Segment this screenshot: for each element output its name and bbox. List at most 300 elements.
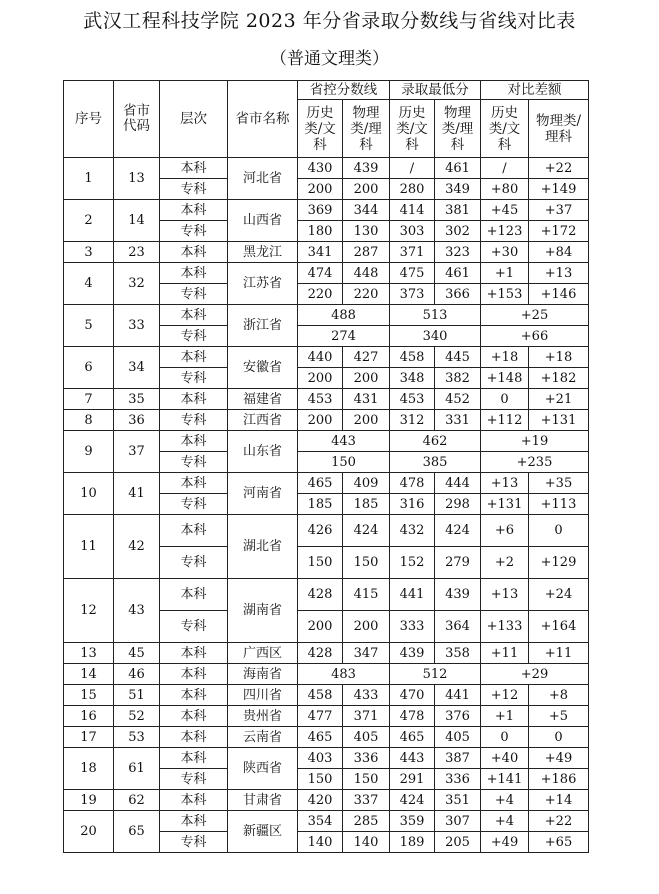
- row-code: 62: [114, 790, 160, 811]
- row-code: 41: [114, 473, 160, 515]
- row-control-physics: 415: [343, 579, 390, 611]
- row-seq: 1: [64, 158, 114, 200]
- row-code: 42: [114, 515, 160, 579]
- row-province: 贵州省: [228, 706, 298, 727]
- row-diff-physics: 0: [529, 515, 589, 547]
- row-seq: 17: [64, 727, 114, 748]
- row-control-physics: 347: [343, 643, 390, 664]
- row-admit-history: 470: [390, 685, 435, 706]
- row-code: 51: [114, 685, 160, 706]
- row-diff-history: +141: [481, 769, 529, 790]
- row-diff-physics: +11: [529, 643, 589, 664]
- row-seq: 8: [64, 410, 114, 431]
- row-diff-history: +4: [481, 811, 529, 832]
- table-row: [64, 389, 589, 410]
- header-seq: 序号: [64, 81, 114, 158]
- row-admit-physics: 366: [435, 284, 481, 305]
- row-control-history: 200: [298, 368, 343, 389]
- row-code: 33: [114, 305, 160, 347]
- row-code: 37: [114, 431, 160, 473]
- table-row: [64, 727, 589, 748]
- row-diff-physics: +21: [529, 389, 589, 410]
- row-control-physics: 200: [343, 410, 390, 431]
- table-row: [64, 515, 589, 547]
- row-control-merged: 483: [298, 664, 390, 685]
- row-diff-physics: +186: [529, 769, 589, 790]
- row-control-history: 180: [298, 221, 343, 242]
- row-province: 陕西省: [228, 748, 298, 790]
- table-row: [64, 790, 589, 811]
- table-header: [64, 81, 589, 158]
- row-admit-physics: 444: [435, 473, 481, 494]
- page-title: 武汉工程科技学院 2023 年分省录取分数线与省线对比表: [83, 10, 576, 32]
- row-level: 本科: [160, 389, 228, 410]
- row-control-history: 465: [298, 473, 343, 494]
- row-seq: 5: [64, 305, 114, 347]
- row-control-history: 420: [298, 790, 343, 811]
- row-province: 湖北省: [228, 515, 298, 579]
- row-seq: 2: [64, 200, 114, 242]
- row-control-merged: 150: [298, 452, 390, 473]
- row-control-history: 465: [298, 727, 343, 748]
- row-level: 专科: [160, 410, 228, 431]
- row-diff-history: +45: [481, 200, 529, 221]
- row-province: 江西省: [228, 410, 298, 431]
- row-control-physics: 424: [343, 515, 390, 547]
- table-row: [64, 158, 589, 179]
- row-seq: 13: [64, 643, 114, 664]
- row-control-merged: 274: [298, 326, 390, 347]
- row-seq: 4: [64, 263, 114, 305]
- row-diff-physics: +22: [529, 158, 589, 179]
- header-control-line: 省控分数线: [298, 81, 390, 100]
- row-level: 本科: [160, 727, 228, 748]
- row-diff-history: +1: [481, 706, 529, 727]
- row-diff-physics: +146: [529, 284, 589, 305]
- row-control-physics: 431: [343, 389, 390, 410]
- row-admit-physics: 323: [435, 242, 481, 263]
- row-control-merged: 488: [298, 305, 390, 326]
- row-diff-physics: +14: [529, 790, 589, 811]
- row-diff-physics: +84: [529, 242, 589, 263]
- row-diff-history: +131: [481, 494, 529, 515]
- row-level: 本科: [160, 347, 228, 368]
- row-control-history: 458: [298, 685, 343, 706]
- row-province: 甘肃省: [228, 790, 298, 811]
- row-diff-physics: +35: [529, 473, 589, 494]
- row-control-physics: 433: [343, 685, 390, 706]
- row-control-physics: 287: [343, 242, 390, 263]
- table-row: [64, 431, 589, 452]
- row-diff-history: 0: [481, 727, 529, 748]
- row-control-physics: 140: [343, 832, 390, 853]
- table-row: [64, 473, 589, 494]
- row-diff-history: +12: [481, 685, 529, 706]
- row-control-history: 200: [298, 179, 343, 200]
- row-admit-history: 373: [390, 284, 435, 305]
- row-diff-history: +2: [481, 547, 529, 579]
- row-admit-history: 458: [390, 347, 435, 368]
- row-control-history: 150: [298, 547, 343, 579]
- row-control-physics: 448: [343, 263, 390, 284]
- row-diff-history: +13: [481, 473, 529, 494]
- row-admit-physics: 441: [435, 685, 481, 706]
- row-admit-history: 280: [390, 179, 435, 200]
- row-diff-physics: +113: [529, 494, 589, 515]
- row-control-physics: 371: [343, 706, 390, 727]
- row-diff-merged: +66: [481, 326, 589, 347]
- row-control-physics: 337: [343, 790, 390, 811]
- row-admit-history: 478: [390, 473, 435, 494]
- row-seq: 16: [64, 706, 114, 727]
- row-code: 46: [114, 664, 160, 685]
- row-control-physics: 344: [343, 200, 390, 221]
- row-province: 河北省: [228, 158, 298, 200]
- row-seq: 19: [64, 790, 114, 811]
- row-province: 海南省: [228, 664, 298, 685]
- row-admit-physics: 331: [435, 410, 481, 431]
- row-diff-merged: +29: [481, 664, 589, 685]
- row-diff-physics: +13: [529, 263, 589, 284]
- row-admit-history: 441: [390, 579, 435, 611]
- row-admit-physics: 336: [435, 769, 481, 790]
- row-level: 专科: [160, 494, 228, 515]
- row-province: 云南省: [228, 727, 298, 748]
- row-admit-physics: 358: [435, 643, 481, 664]
- row-seq: 9: [64, 431, 114, 473]
- row-admit-physics: 364: [435, 611, 481, 643]
- row-admit-physics: 302: [435, 221, 481, 242]
- row-admit-physics: 307: [435, 811, 481, 832]
- row-admit-history: 312: [390, 410, 435, 431]
- score-table: [63, 80, 589, 853]
- row-code: 36: [114, 410, 160, 431]
- row-admit-physics: 376: [435, 706, 481, 727]
- row-code: 23: [114, 242, 160, 263]
- row-level: 本科: [160, 431, 228, 452]
- row-diff-history: +11: [481, 643, 529, 664]
- row-admit-physics: 279: [435, 547, 481, 579]
- row-control-history: 220: [298, 284, 343, 305]
- row-admit-physics: 381: [435, 200, 481, 221]
- row-code: 32: [114, 263, 160, 305]
- row-admit-history: /: [390, 158, 435, 179]
- row-admit-history: 453: [390, 389, 435, 410]
- row-level: 本科: [160, 579, 228, 611]
- header-admit-min: 录取最低分: [390, 81, 481, 100]
- row-diff-physics: +172: [529, 221, 589, 242]
- row-seq: 11: [64, 515, 114, 579]
- header-diff-physics: 物理类/理科: [529, 100, 589, 158]
- table-row: [64, 263, 589, 284]
- header-level: 层次: [160, 81, 228, 158]
- table-row: [64, 579, 589, 611]
- row-admit-history: 189: [390, 832, 435, 853]
- header-difference: 对比差额: [481, 81, 589, 100]
- row-province: 浙江省: [228, 305, 298, 347]
- row-diff-history: +1: [481, 263, 529, 284]
- row-diff-history: +148: [481, 368, 529, 389]
- row-level: 本科: [160, 748, 228, 769]
- row-diff-physics: +5: [529, 706, 589, 727]
- row-control-physics: 150: [343, 769, 390, 790]
- row-diff-merged: +25: [481, 305, 589, 326]
- row-level: 专科: [160, 326, 228, 347]
- row-seq: 18: [64, 748, 114, 790]
- table-row: [64, 706, 589, 727]
- header-admit-physics: 物理类/理科: [435, 100, 481, 158]
- row-province: 黑龙江: [228, 242, 298, 263]
- table-row: [64, 200, 589, 221]
- row-control-physics: 200: [343, 179, 390, 200]
- row-level: 专科: [160, 832, 228, 853]
- row-seq: 14: [64, 664, 114, 685]
- row-diff-physics: +8: [529, 685, 589, 706]
- row-control-history: 474: [298, 263, 343, 284]
- row-admit-physics: 461: [435, 263, 481, 284]
- row-seq: 20: [64, 811, 114, 853]
- row-code: 35: [114, 389, 160, 410]
- row-code: 13: [114, 158, 160, 200]
- row-province: 江苏省: [228, 263, 298, 305]
- table-body: [64, 158, 589, 853]
- row-admit-history: 478: [390, 706, 435, 727]
- row-control-physics: 336: [343, 748, 390, 769]
- row-admit-history: 414: [390, 200, 435, 221]
- row-diff-history: +13: [481, 579, 529, 611]
- table-row: [64, 347, 589, 368]
- row-control-physics: 200: [343, 368, 390, 389]
- row-control-physics: 439: [343, 158, 390, 179]
- row-level: 本科: [160, 811, 228, 832]
- row-admit-physics: 205: [435, 832, 481, 853]
- row-seq: 6: [64, 347, 114, 389]
- row-diff-history: +4: [481, 790, 529, 811]
- row-code: 61: [114, 748, 160, 790]
- row-diff-history: +40: [481, 748, 529, 769]
- row-admit-physics: 452: [435, 389, 481, 410]
- row-diff-physics: +24: [529, 579, 589, 611]
- row-level: 本科: [160, 473, 228, 494]
- row-admit-history: 432: [390, 515, 435, 547]
- row-admit-merged: 340: [390, 326, 481, 347]
- row-diff-history: +6: [481, 515, 529, 547]
- row-admit-history: 348: [390, 368, 435, 389]
- row-control-history: 150: [298, 769, 343, 790]
- row-control-physics: 220: [343, 284, 390, 305]
- row-admit-physics: 461: [435, 158, 481, 179]
- row-diff-merged: +19: [481, 431, 589, 452]
- row-admit-history: 443: [390, 748, 435, 769]
- row-level: 专科: [160, 368, 228, 389]
- row-diff-physics: +182: [529, 368, 589, 389]
- row-control-physics: 150: [343, 547, 390, 579]
- row-code: 45: [114, 643, 160, 664]
- row-admit-history: 333: [390, 611, 435, 643]
- row-code: 43: [114, 579, 160, 643]
- row-admit-physics: 298: [435, 494, 481, 515]
- row-level: 本科: [160, 664, 228, 685]
- table-row: [64, 305, 589, 326]
- row-diff-history: +80: [481, 179, 529, 200]
- row-admit-physics: 387: [435, 748, 481, 769]
- row-diff-physics: +22: [529, 811, 589, 832]
- row-control-history: 428: [298, 643, 343, 664]
- header-province: 省市名称: [228, 81, 298, 158]
- row-level: 专科: [160, 179, 228, 200]
- row-control-history: 453: [298, 389, 343, 410]
- row-control-history: 369: [298, 200, 343, 221]
- row-level: 专科: [160, 769, 228, 790]
- row-code: 14: [114, 200, 160, 242]
- row-admit-history: 371: [390, 242, 435, 263]
- table-row: [64, 685, 589, 706]
- row-admit-physics: 424: [435, 515, 481, 547]
- row-admit-history: 291: [390, 769, 435, 790]
- header-control-physics: 物理类/理科: [343, 100, 390, 158]
- header-admit-history: 历史类/文科: [390, 100, 435, 158]
- row-diff-history: 0: [481, 389, 529, 410]
- row-control-history: 200: [298, 410, 343, 431]
- header-diff-history: 历史类/文科: [481, 100, 529, 158]
- row-level: 本科: [160, 706, 228, 727]
- row-level: 专科: [160, 611, 228, 643]
- row-province: 山西省: [228, 200, 298, 242]
- row-level: 本科: [160, 263, 228, 284]
- row-level: 专科: [160, 452, 228, 473]
- row-level: 本科: [160, 242, 228, 263]
- table-row: [64, 664, 589, 685]
- row-diff-history: +30: [481, 242, 529, 263]
- row-seq: 12: [64, 579, 114, 643]
- table-row: [64, 811, 589, 832]
- row-level: 本科: [160, 790, 228, 811]
- row-admit-history: 439: [390, 643, 435, 664]
- row-control-physics: 405: [343, 727, 390, 748]
- row-province: 河南省: [228, 473, 298, 515]
- row-admit-history: 359: [390, 811, 435, 832]
- table-row: [64, 242, 589, 263]
- row-province: 广西区: [228, 643, 298, 664]
- row-admit-physics: 349: [435, 179, 481, 200]
- row-province: 山东省: [228, 431, 298, 473]
- row-code: 34: [114, 347, 160, 389]
- row-seq: 7: [64, 389, 114, 410]
- row-admit-physics: 382: [435, 368, 481, 389]
- row-diff-merged: +235: [481, 452, 589, 473]
- row-code: 65: [114, 811, 160, 853]
- row-province: 四川省: [228, 685, 298, 706]
- row-control-physics: 409: [343, 473, 390, 494]
- row-admit-history: 303: [390, 221, 435, 242]
- row-diff-physics: +164: [529, 611, 589, 643]
- row-control-history: 140: [298, 832, 343, 853]
- row-admit-history: 424: [390, 790, 435, 811]
- row-level: 本科: [160, 515, 228, 547]
- row-control-history: 428: [298, 579, 343, 611]
- row-control-physics: 285: [343, 811, 390, 832]
- row-diff-history: +123: [481, 221, 529, 242]
- row-level: 本科: [160, 305, 228, 326]
- row-admit-physics: 445: [435, 347, 481, 368]
- row-control-history: 341: [298, 242, 343, 263]
- table-row: [64, 643, 589, 664]
- row-admit-history: 316: [390, 494, 435, 515]
- page-subtitle: （普通文理类）: [270, 49, 389, 69]
- row-seq: 10: [64, 473, 114, 515]
- row-diff-physics: +129: [529, 547, 589, 579]
- row-admit-physics: 405: [435, 727, 481, 748]
- row-diff-physics: +131: [529, 410, 589, 431]
- row-admit-physics: 351: [435, 790, 481, 811]
- row-province: 安徽省: [228, 347, 298, 389]
- row-control-physics: 200: [343, 611, 390, 643]
- row-diff-physics: +37: [529, 200, 589, 221]
- row-diff-physics: +149: [529, 179, 589, 200]
- row-control-history: 477: [298, 706, 343, 727]
- table-row: [64, 748, 589, 769]
- row-code: 53: [114, 727, 160, 748]
- row-diff-physics: +49: [529, 748, 589, 769]
- row-seq: 3: [64, 242, 114, 263]
- row-control-history: 403: [298, 748, 343, 769]
- header-control-history: 历史类/文科: [298, 100, 343, 158]
- row-control-history: 185: [298, 494, 343, 515]
- header-code: 省市代码: [114, 81, 160, 158]
- row-admit-history: 465: [390, 727, 435, 748]
- row-admit-merged: 513: [390, 305, 481, 326]
- row-province: 湖南省: [228, 579, 298, 643]
- row-admit-history: 475: [390, 263, 435, 284]
- row-level: 本科: [160, 158, 228, 179]
- row-admit-history: 152: [390, 547, 435, 579]
- row-diff-history: /: [481, 158, 529, 179]
- row-control-history: 440: [298, 347, 343, 368]
- row-diff-physics: +65: [529, 832, 589, 853]
- table-row: [64, 410, 589, 431]
- row-diff-history: +133: [481, 611, 529, 643]
- row-admit-merged: 385: [390, 452, 481, 473]
- row-control-physics: 185: [343, 494, 390, 515]
- row-control-merged: 443: [298, 431, 390, 452]
- row-control-physics: 427: [343, 347, 390, 368]
- row-diff-history: +112: [481, 410, 529, 431]
- row-code: 52: [114, 706, 160, 727]
- row-diff-history: +153: [481, 284, 529, 305]
- row-control-history: 200: [298, 611, 343, 643]
- row-admit-merged: 462: [390, 431, 481, 452]
- row-control-history: 354: [298, 811, 343, 832]
- row-diff-history: +49: [481, 832, 529, 853]
- row-level: 专科: [160, 547, 228, 579]
- row-diff-physics: 0: [529, 727, 589, 748]
- row-diff-physics: +18: [529, 347, 589, 368]
- row-level: 本科: [160, 200, 228, 221]
- row-admit-merged: 512: [390, 664, 481, 685]
- row-province: 新疆区: [228, 811, 298, 853]
- row-province: 福建省: [228, 389, 298, 410]
- row-control-history: 430: [298, 158, 343, 179]
- row-level: 本科: [160, 643, 228, 664]
- row-diff-history: +18: [481, 347, 529, 368]
- row-control-history: 426: [298, 515, 343, 547]
- row-admit-physics: 439: [435, 579, 481, 611]
- row-level: 专科: [160, 221, 228, 242]
- row-level: 本科: [160, 685, 228, 706]
- row-level: 专科: [160, 284, 228, 305]
- row-seq: 15: [64, 685, 114, 706]
- row-control-physics: 130: [343, 221, 390, 242]
